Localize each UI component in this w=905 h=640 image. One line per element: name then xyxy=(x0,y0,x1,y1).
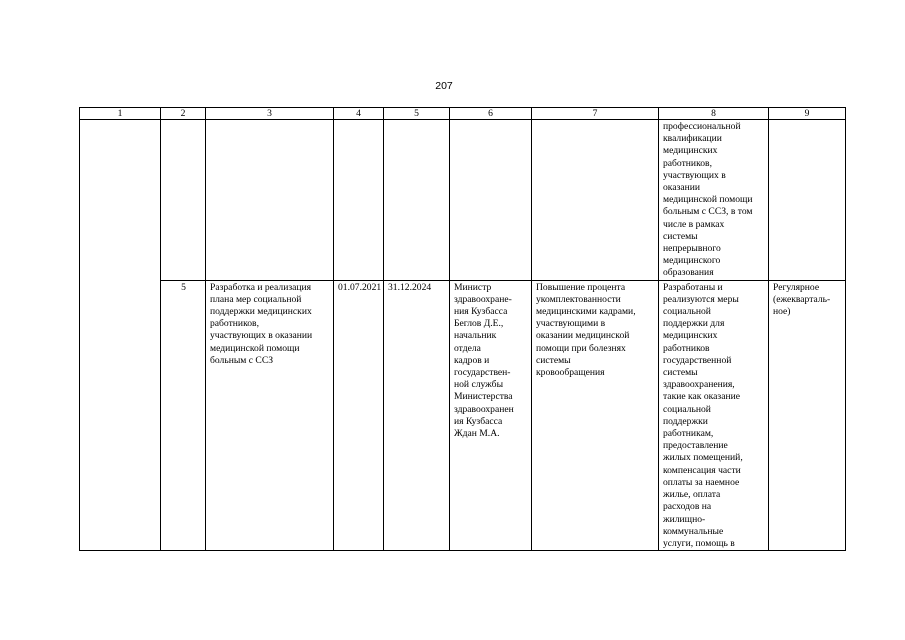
continuation-result-text: профессиональной квалификации медицинских работников, участвующих в оказании медицинской помощи больным с ССЗ, в том числе в рамках системы непрерывного медицинского образования xyxy=(659,120,769,281)
table-row xyxy=(80,280,846,550)
continuation-cell-5 xyxy=(384,120,450,281)
responsible-person: Министр здравоохране- ния Кузбасса Беглов Д.Е., начальник отдела кадров и государствен- ной службы Министерства здравоохранен ия Кузбасса Ждан М.А. xyxy=(450,280,532,550)
control-frequency: Регулярное (ежекварталь- ное) xyxy=(769,280,846,550)
continuation-cell-6 xyxy=(450,120,532,281)
continuation-row xyxy=(80,120,846,281)
page-number: 207 xyxy=(435,80,453,92)
column-header-3: 3 xyxy=(206,108,334,120)
section-cell xyxy=(80,120,161,551)
table-header-row xyxy=(80,108,846,120)
start-date: 01.07.2021 xyxy=(334,280,384,550)
column-header-7: 7 xyxy=(532,108,659,120)
column-header-4: 4 xyxy=(334,108,384,120)
row-number: 5 xyxy=(161,280,206,550)
continuation-cell-2 xyxy=(161,120,206,281)
column-header-2: 2 xyxy=(161,108,206,120)
continuation-cell-9 xyxy=(769,120,846,281)
expected-result: Разработаны и реализуются меры социальной поддержки для медицинских работников государственной системы здравоохранения, такие как оказание социальной поддержки работникам, предоставление жилых помещений, компенсация части оплаты за наемное жилье, оплата расходов на жилищно- коммунальные услуги, помощь в xyxy=(659,280,769,550)
continuation-cell-3 xyxy=(206,120,334,281)
continuation-cell-7 xyxy=(532,120,659,281)
target-indicator: Повышение процента укомплектованности медицинскими кадрами, участвующими в оказании медицинской помощи при болезнях системы кровообращения xyxy=(532,280,659,550)
measure-title: Разработка и реализация плана мер социальной поддержки медицинских работников, участвующих в оказании медицинской помощи больным с ССЗ xyxy=(206,280,334,550)
continuation-cell-4 xyxy=(334,120,384,281)
document-table xyxy=(79,107,846,551)
column-header-1: 1 xyxy=(80,108,161,120)
column-header-6: 6 xyxy=(450,108,532,120)
end-date: 31.12.2024 xyxy=(384,280,450,550)
column-header-9: 9 xyxy=(769,108,846,120)
column-header-5: 5 xyxy=(384,108,450,120)
column-header-8: 8 xyxy=(659,108,769,120)
